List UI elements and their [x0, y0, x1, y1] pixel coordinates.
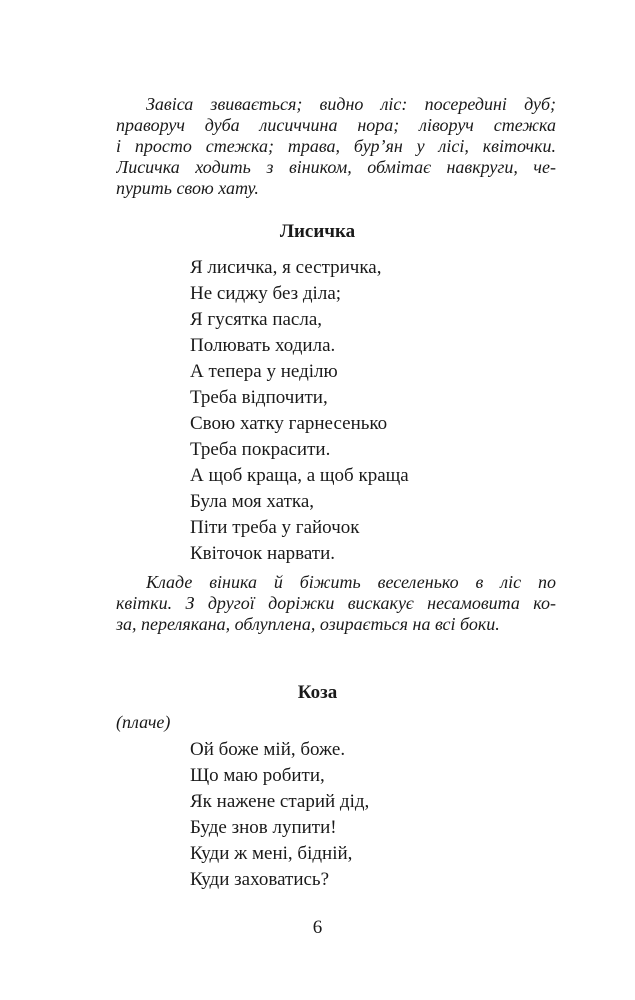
- verse-line: Треба покрасити.: [190, 439, 331, 460]
- verse-line: Я гусятка пасла,: [190, 309, 323, 330]
- verse-line: Полювать ходила.: [190, 335, 336, 356]
- verse-line: А щоб краща, а щоб краща: [190, 465, 409, 486]
- verse-line: Не сиджу без діла;: [190, 283, 342, 304]
- stage-line: квітки. З другої доріжки вискакує несамовита ко-: [116, 593, 556, 613]
- verse-line: Куди ж мені, бідній,: [190, 843, 353, 864]
- verse-line: А тепера у неділю: [190, 361, 338, 382]
- verse-line: Квіточок нарвати.: [190, 543, 336, 564]
- verse-line: Як нажене старий дід,: [190, 791, 370, 812]
- remark: (плаче): [116, 712, 171, 732]
- stage-line: Завіса звивається; видно ліс: посередині дуб;: [146, 94, 556, 114]
- verse-line: Свою хатку гарнесенько: [190, 413, 388, 434]
- verse-block: [190, 255, 409, 567]
- verse-line: Треба відпочити,: [190, 387, 328, 408]
- page-number: 6: [312, 917, 323, 938]
- verse-line: Куди заховатись?: [190, 869, 330, 890]
- verse-line: Буде знов лупити!: [190, 817, 337, 838]
- verse-line: Що маю робити,: [190, 765, 325, 786]
- stage-line: Лисичка ходить з віником, обмітає навкруги, че-: [116, 157, 556, 177]
- verse-line: Піти треба у гайочок: [190, 517, 360, 538]
- speaker-heading: Коза: [297, 682, 338, 703]
- stage-line: пурить свою хату.: [116, 178, 259, 198]
- stage-line: за, перелякана, облуплена, озирається на всі боки.: [116, 614, 500, 634]
- verse-block: [190, 737, 369, 893]
- stage-line: праворуч дуба лисиччина нора; ліворуч стежка: [116, 115, 556, 135]
- stage-line: і просто стежка; трава, бур’ян у лісі, квіточки.: [116, 136, 556, 156]
- verse-line: Ой боже мій, боже.: [190, 739, 346, 760]
- verse-line: Я лисичка, я сестричка,: [190, 257, 382, 278]
- verse-line: Була моя хатка,: [190, 491, 315, 512]
- stage-line: Кладе віника й біжить веселенько в ліс по: [146, 572, 556, 592]
- speaker-heading: Лисичка: [279, 221, 356, 242]
